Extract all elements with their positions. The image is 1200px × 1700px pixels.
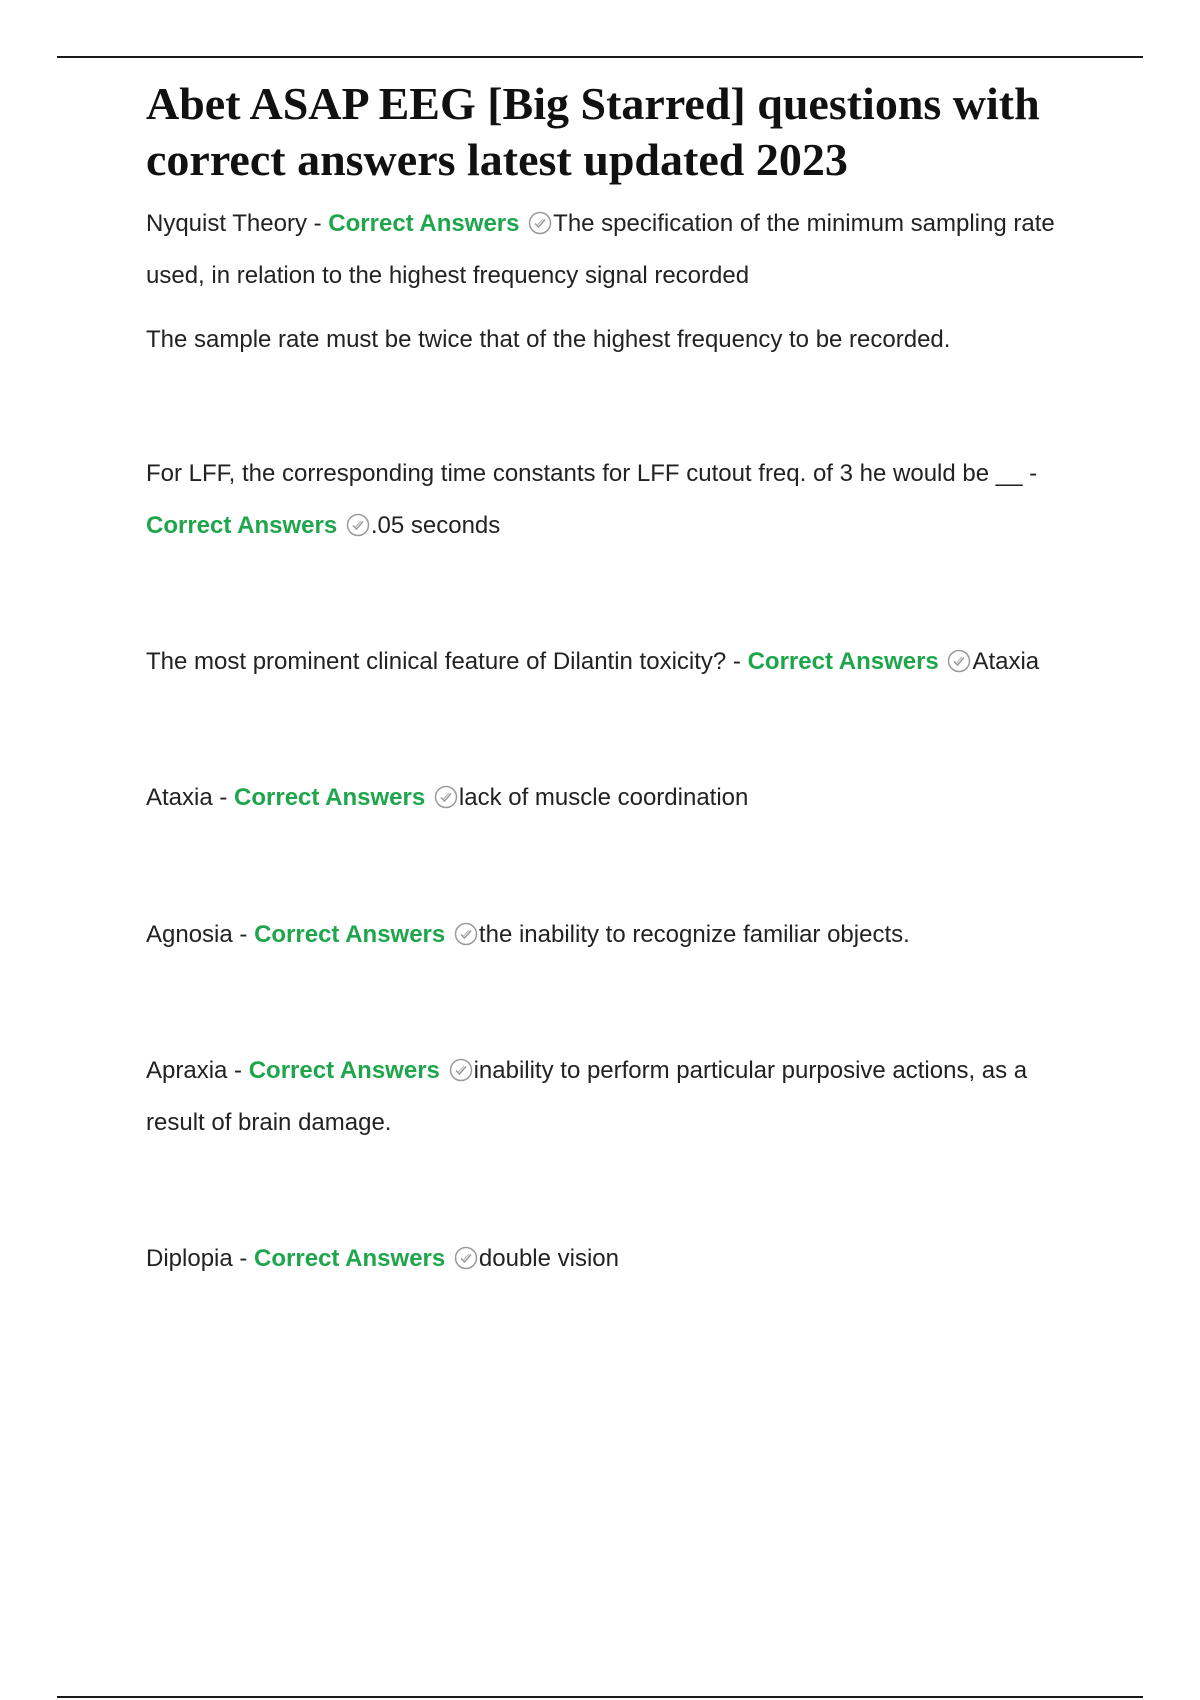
correct-answers-label: Correct Answers bbox=[254, 921, 446, 948]
answer-text: Ataxia bbox=[972, 648, 1040, 675]
correct-answers-label: Correct Answers bbox=[328, 210, 520, 237]
question-text: Apraxia - bbox=[146, 1057, 249, 1084]
question-text: For LFF, the corresponding time constants for LFF cutout freq. of 3 he would be __ - bbox=[146, 460, 1038, 487]
correct-answers-label: Correct Answers bbox=[248, 1057, 440, 1084]
note-sample-rate: The sample rate must be twice that of the highest frequency to be recorded. bbox=[146, 326, 951, 353]
correct-answers-label: Correct Answers bbox=[254, 1245, 446, 1272]
qa-item-diplopia bbox=[146, 1233, 1090, 1285]
correct-answers-label: Correct Answers bbox=[146, 512, 338, 539]
question-text: The most prominent clinical feature of Dilantin toxicity? - bbox=[146, 648, 748, 675]
question-text: Agnosia - bbox=[146, 921, 255, 948]
correct-answers-label: Correct Answers bbox=[747, 648, 939, 675]
qa-item-agnosia bbox=[146, 909, 1090, 961]
check-circle-icon bbox=[449, 1058, 473, 1082]
answer-text: double vision bbox=[478, 1245, 620, 1272]
check-circle-icon bbox=[454, 922, 478, 946]
question-text: Ataxia - bbox=[146, 784, 235, 811]
document-title: Abet ASAP EEG [Big Starred] questions with correct answers latest updated 2023 bbox=[146, 78, 1040, 185]
question-text: Diplopia - bbox=[146, 1245, 255, 1272]
check-circle-icon bbox=[947, 649, 971, 673]
answer-text: the inability to recognize familiar objects. bbox=[478, 921, 910, 948]
qa-item-dilantin bbox=[146, 636, 1090, 688]
top-rule bbox=[57, 56, 1143, 58]
answer-text: .05 seconds bbox=[370, 512, 501, 539]
check-circle-icon bbox=[434, 785, 458, 809]
qa-item-nyquist bbox=[146, 198, 1090, 302]
answer-text: The specification of the minimum sampling rate used, in relation to the highest frequency signal recorded bbox=[146, 210, 1055, 289]
check-circle-icon bbox=[454, 1246, 478, 1270]
qa-item-ataxia bbox=[146, 772, 1090, 824]
question-text: Nyquist Theory - bbox=[146, 210, 329, 237]
answer-text: lack of muscle coordination bbox=[458, 784, 749, 811]
qa-item-lff bbox=[146, 448, 1090, 552]
document-body bbox=[146, 70, 1090, 1285]
check-circle-icon bbox=[346, 513, 370, 537]
answer-text: inability to perform particular purposive actions, as a result of brain damage. bbox=[146, 1057, 1028, 1136]
qa-item-apraxia bbox=[146, 1045, 1090, 1149]
correct-answers-label: Correct Answers bbox=[234, 784, 426, 811]
bottom-rule bbox=[57, 1696, 1143, 1698]
check-circle-icon bbox=[528, 211, 552, 235]
